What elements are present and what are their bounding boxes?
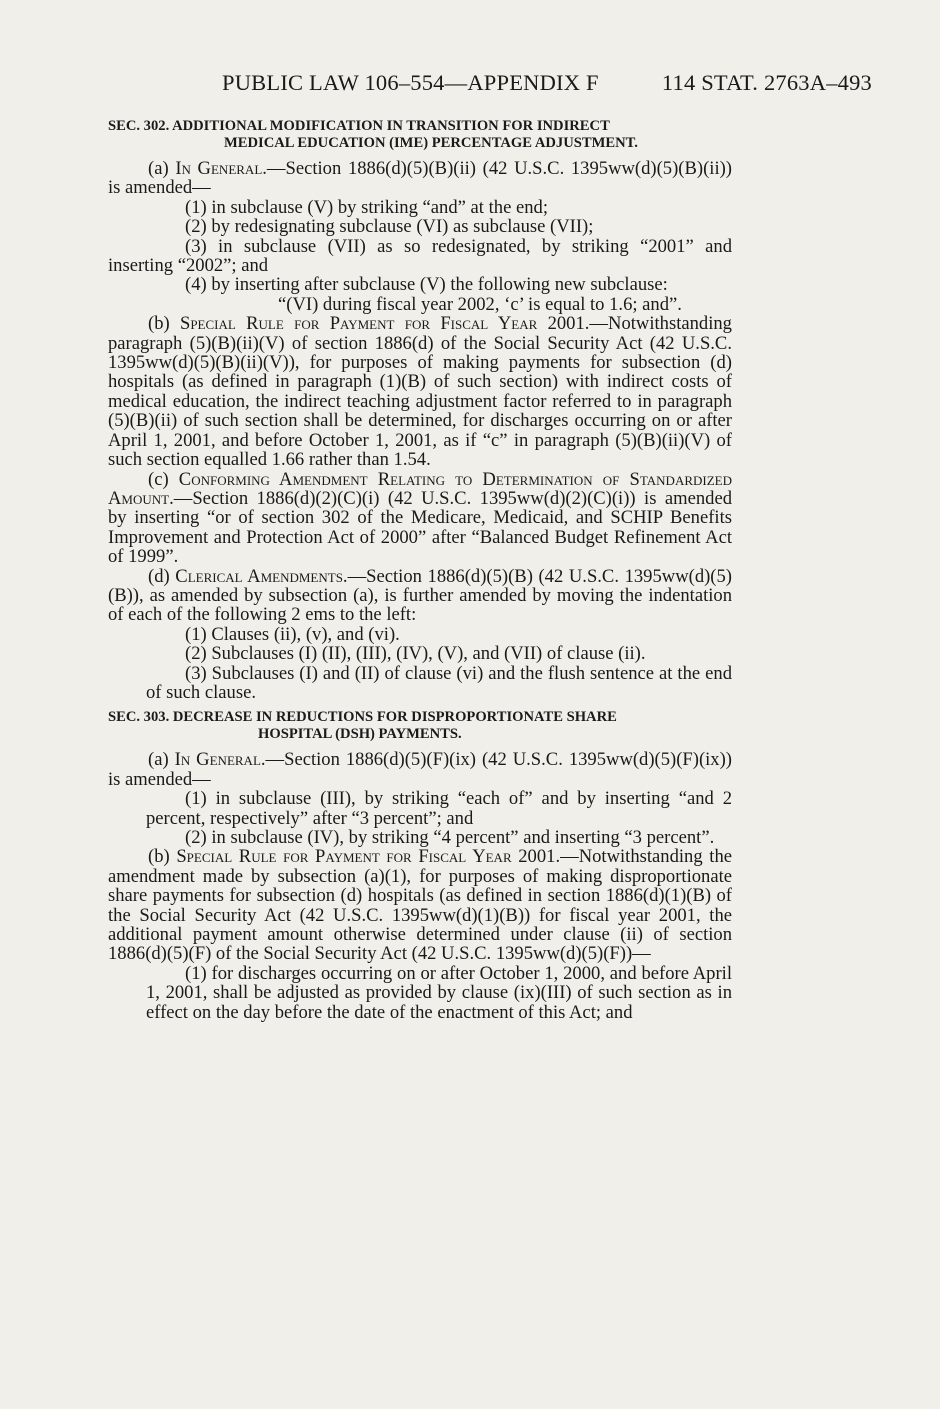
sec303-b1: (1) for discharges occurring on or after October 1, 2000, and before April 1, 2001, shall be adjusted as provided by clause (ix)(III) of such section as in effect on the day before the date of the enactment of this Act; and bbox=[146, 962, 732, 1023]
sec303-b-caption: Special Rule for Payment for Fiscal Year 2001. bbox=[176, 846, 561, 868]
section-303-heading-line1: SEC. 303. DECREASE IN REDUCTIONS FOR DISPROPORTIONATE SHARE bbox=[108, 709, 617, 726]
sec302-c-caption: Conforming Amendment Relating to Determination of Standardized Amount. bbox=[108, 468, 732, 509]
header-law-title: PUBLIC LAW 106–554—APPENDIX F bbox=[222, 70, 599, 95]
section-302-heading-line1: SEC. 302. ADDITIONAL MODIFICATION IN TRANSITION FOR INDIRECT bbox=[108, 118, 610, 134]
sec302-b-text: —Notwithstanding paragraph (5)(B)(ii)(V) of section 1886(d) of the Social Security Act (42 U.S.C. 1395ww(d)(5)(B)(ii)(V)), for purposes of making payments for subsection (d) hospitals (as defined in paragraph (1)(B) of such section) with indirect costs of medical education, the indirect teaching adjustment factor referred to in paragraph (5)(B)(ii) of such section shall be determined, for discharges occurring on or after April 1, 2001, and before October 1, 2001, as if “c” in paragraph (5)(B)(ii)(V) of such section equalled 1.66 rather than 1.54. bbox=[108, 313, 732, 471]
section-302-heading-line2: MEDICAL EDUCATION (IME) PERCENTAGE ADJUSTMENT. bbox=[224, 135, 638, 151]
sec303-a-text: —Section 1886(d)(5)(F)(ix) (42 U.S.C. 1395ww(d)(5)(F)(ix)) is amended— bbox=[108, 749, 732, 790]
sec302-a4: (4) by inserting after subclause (V) the following new subclause: bbox=[185, 274, 668, 296]
sec302-subsection-c bbox=[108, 470, 732, 567]
sec302-a-caption: In General. bbox=[175, 158, 267, 179]
sec303-a-label: (a) bbox=[148, 749, 175, 771]
sec302-c-text: —Section 1886(d)(2)(C)(i) (42 U.S.C. 1395ww(d)(2)(C)(i)) is amended by inserting “or of section 302 of the Medicare, Medicaid, and SCHIP Benefits Improvement and Protection Act of 2000” after “Balanced Budget Refinement Act of 1999”. bbox=[108, 487, 732, 568]
sec302-a-text: —Section 1886(d)(5)(B)(ii) (42 U.S.C. 1395ww(d)(5)(B)(ii)) is amended— bbox=[108, 158, 732, 199]
sec302-c-label: (c) bbox=[148, 468, 179, 490]
sec302-a3: (3) in subclause (VII) as so redesignated, by striking “2001” and inserting “2002”; and bbox=[108, 235, 732, 277]
sec302-d3: (3) Subclauses (I) and (II) of clause (vi) and the flush sentence at the end of such clause. bbox=[146, 662, 732, 703]
sec302-a4-quote: “(VI) during fiscal year 2002, ‘c’ is equal to 1.6; and”. bbox=[278, 293, 682, 315]
header-stat-cite: 114 STAT. 2763A–493 bbox=[661, 70, 872, 95]
sec302-a-label: (a) bbox=[148, 158, 176, 179]
sec303-subsection-b bbox=[108, 847, 732, 963]
sec302-subsection-b bbox=[108, 314, 732, 469]
running-header bbox=[222, 70, 872, 96]
sec302-d-label: (d) bbox=[148, 565, 176, 587]
sec302-subsection-d bbox=[108, 567, 732, 625]
section-303-heading-line2: HOSPITAL (DSH) PAYMENTS. bbox=[258, 726, 462, 743]
sec302-d-caption: Clerical Amendments. bbox=[175, 565, 348, 587]
document-body bbox=[108, 118, 732, 1022]
sec303-b-text: —Notwithstanding the amendment made by subsection (a)(1), for purposes of making disproportionate share payments for subsection (d) hospitals (as defined in section 1886(d)(1)(B) of the Social Security Act (42 U.S.C. 1395ww(d)(1)(B)) for fiscal year 2001, the additional payment amount otherwise determined under clause (ii) of section 1886(d)(5)(F) of the Social Security Act (42 U.S.C. 1395ww(d)(5)(F))— bbox=[108, 846, 732, 965]
sec302-a2: (2) by redesignating subclause (VI) as subclause (VII); bbox=[185, 216, 594, 238]
sec302-a1: (1) in subclause (V) by striking “and” at the end; bbox=[185, 196, 548, 218]
section-302-heading bbox=[108, 118, 732, 152]
sec302-b-label: (b) bbox=[148, 313, 180, 335]
section-303-heading bbox=[108, 709, 732, 743]
sec303-a1: (1) in subclause (III), by striking “each of” and by inserting “and 2 percent, respectively” after “3 percent”; and bbox=[146, 788, 732, 829]
sec303-a-caption: In General. bbox=[174, 749, 266, 771]
sec302-d2: (2) Subclauses (I) (II), (III), (IV), (V), and (VII) of clause (ii). bbox=[185, 643, 646, 665]
sec302-subsection-a bbox=[108, 159, 732, 198]
sec302-d1: (1) Clauses (ii), (v), and (vi). bbox=[185, 623, 400, 645]
sec303-subsection-a bbox=[108, 750, 732, 789]
sec303-a2: (2) in subclause (IV), by striking “4 percent” and inserting “3 percent”. bbox=[185, 827, 715, 848]
sec303-b-label: (b) bbox=[148, 846, 177, 868]
sec302-b-caption: Special Rule for Payment for Fiscal Year 2001. bbox=[179, 313, 590, 335]
sec302-d-text: —Section 1886(d)(5)(B) (42 U.S.C. 1395ww(d)(5)(B)), as amended by subsection (a), is further amended by moving the indentation of each of the following 2 ems to the left: bbox=[108, 565, 732, 626]
